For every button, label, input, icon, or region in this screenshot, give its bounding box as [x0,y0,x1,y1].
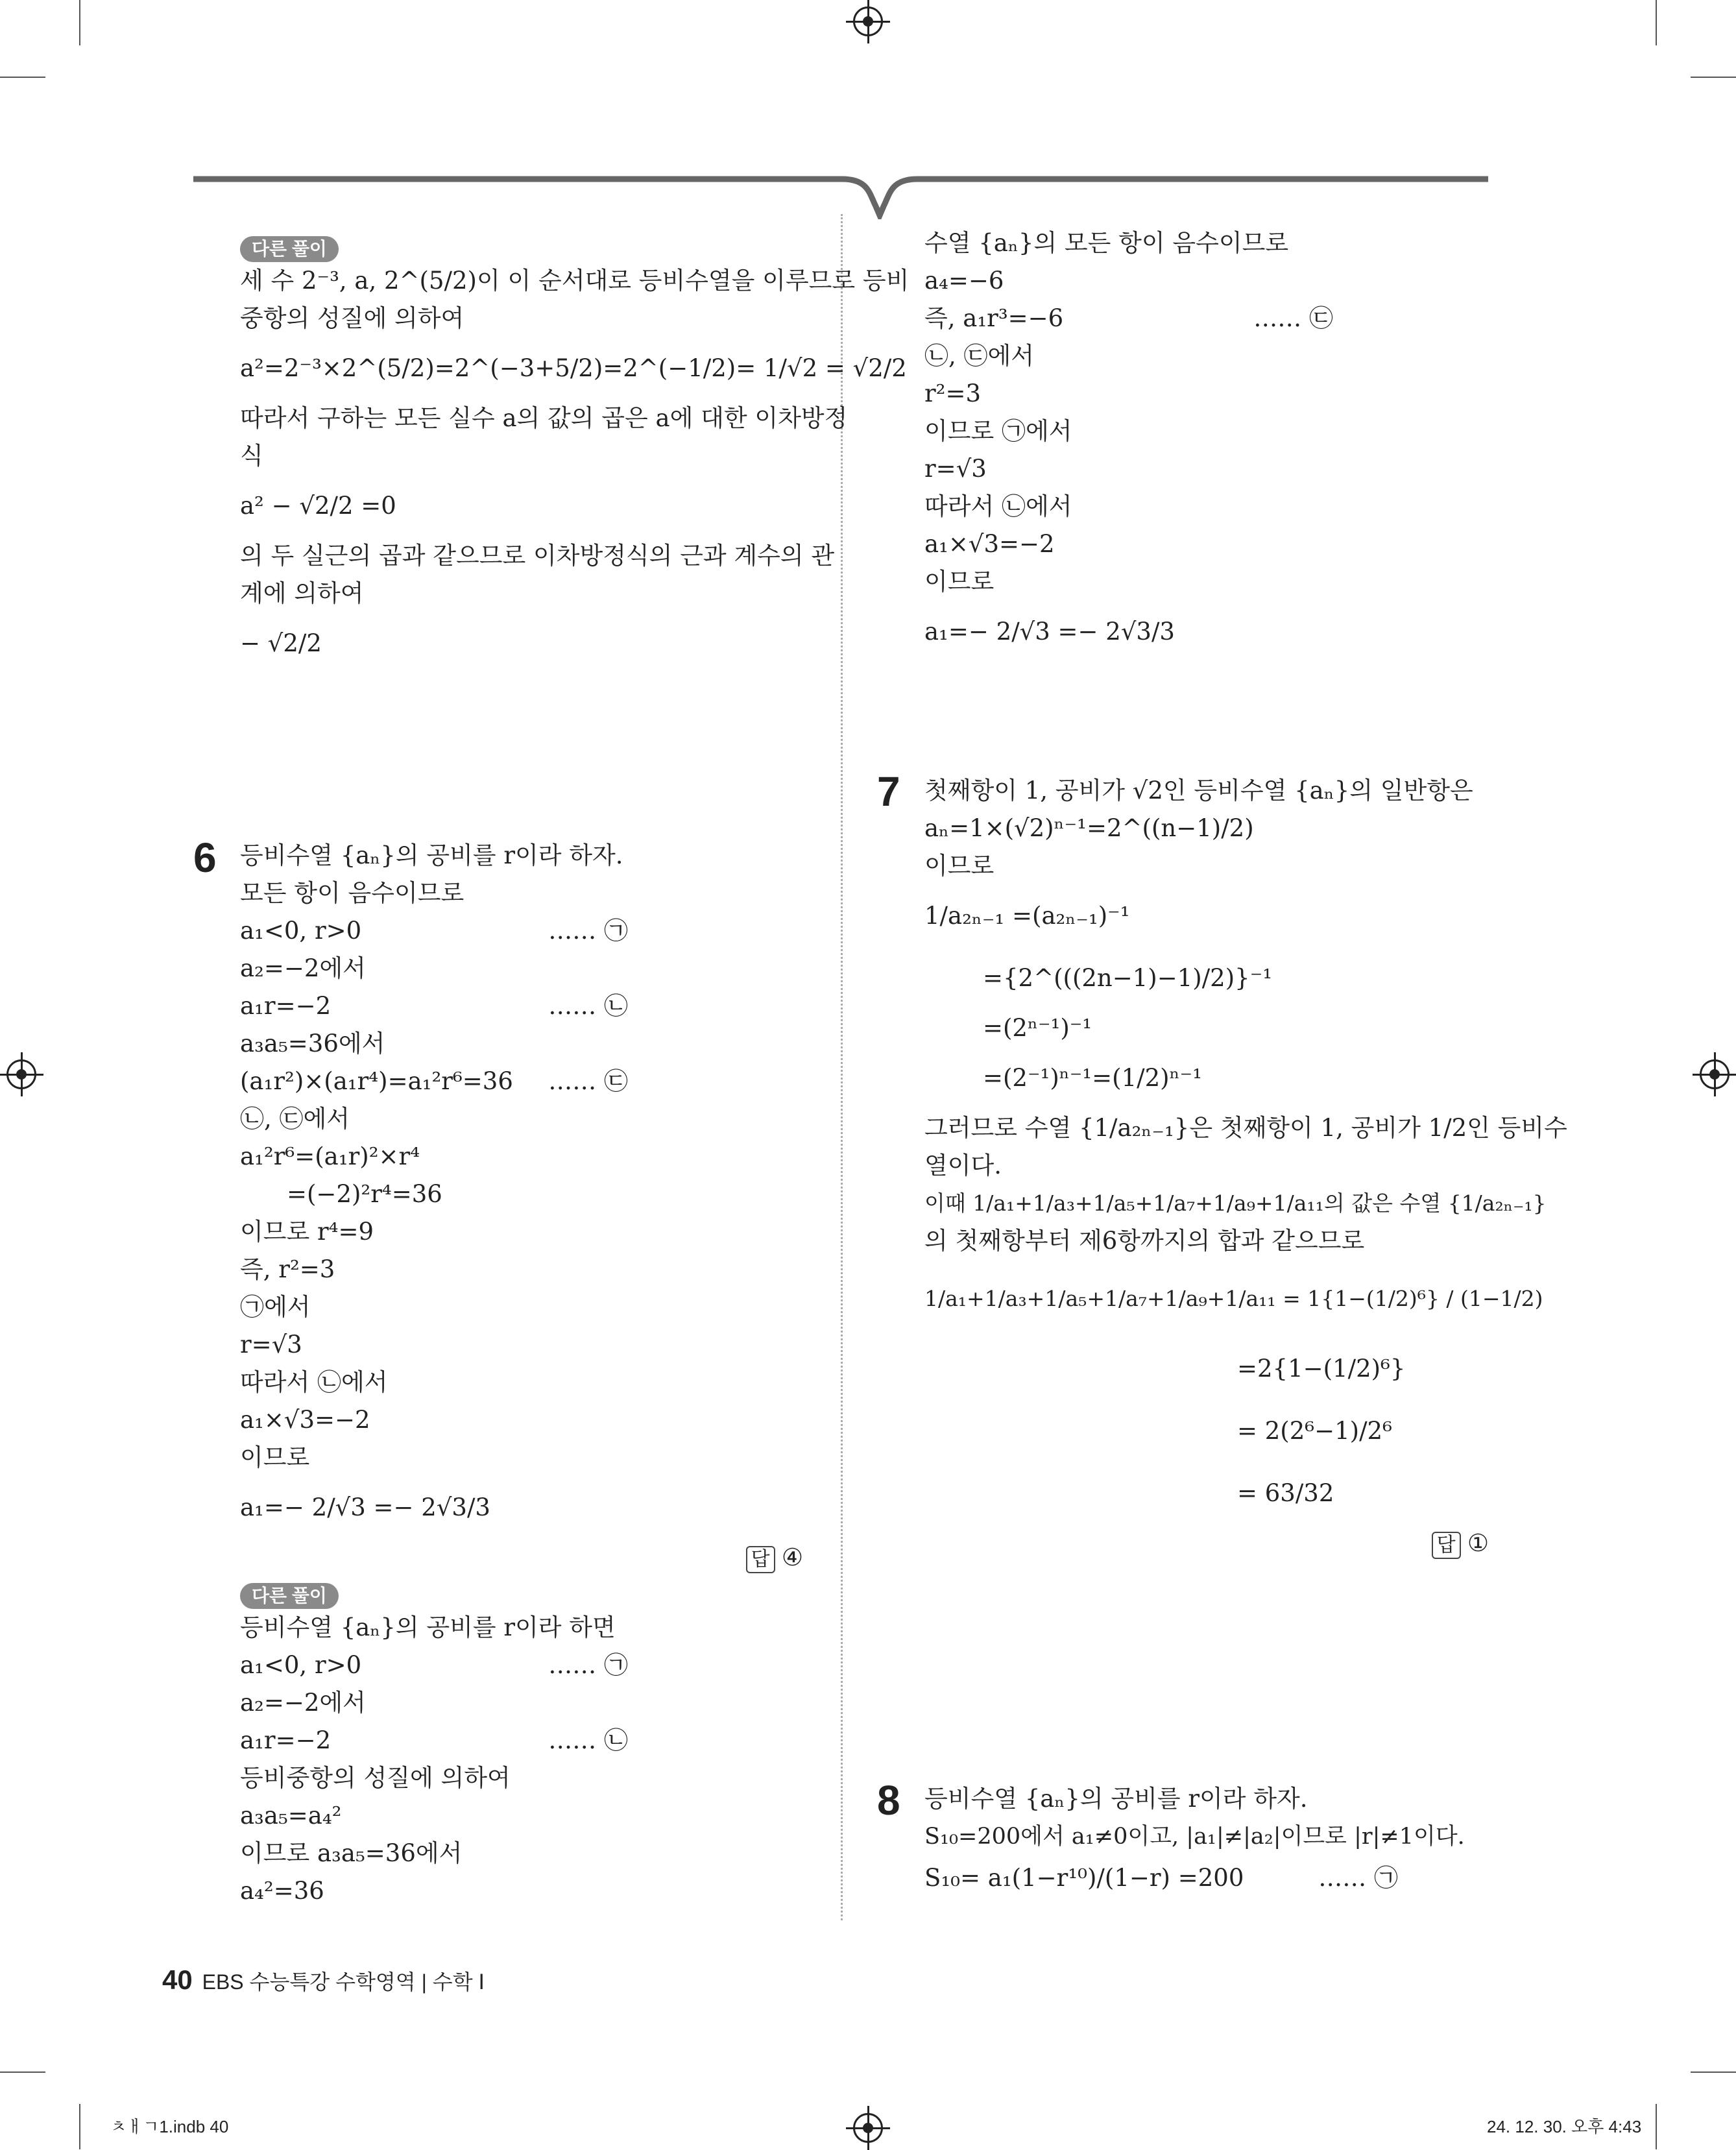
problem-7-solution [924,772,1567,1561]
text-line: 그러므로 수열 {1/a₂ₙ₋₁}은 첫째항이 1, 공비가 1/2인 등비수 [924,1114,1567,1142]
text-line: ㉡, ㉢에서 [240,1105,350,1133]
math-line: =(2ⁿ⁻¹)⁻¹ [983,1014,1092,1042]
text-line: 수열 {aₙ}의 모든 항이 음수이므로 [924,229,1289,257]
math-line [240,1063,803,1100]
math-line: = 63/32 [1237,1479,1334,1507]
text-line: ㉡, ㉢에서 [924,342,1035,370]
text-line: 이므로 r⁴=9 [240,1218,374,1246]
math-line: ={2^(((2n−1)−1)/2)}⁻¹ [983,964,1273,992]
math-line [240,1722,803,1759]
text-line: 모든 항이 음수이므로 [240,879,464,907]
text-line: 따라서 ㉡에서 [924,492,1072,520]
math-line: a₁×√3=−2 [924,530,1055,558]
math-line [240,912,803,950]
text-line: a₂=−2에서 [240,1689,366,1717]
text-line: 이므로 [240,1443,310,1471]
registration-mark-right [1700,1059,1730,1089]
registration-mark-top [853,6,883,36]
math-line: a₄²=36 [240,1877,324,1905]
math-line: =2{1−(1/2)⁶} [1237,1355,1406,1383]
text-line: 등비수열 {aₙ}의 공비를 r이라 하자. [924,1785,1308,1813]
math-text: a₁<0, r>0 [240,1651,362,1679]
crop-mark [1691,77,1736,78]
reference-mark: …… ㉡ [548,992,628,1020]
text-line: 열이다. [924,1152,1002,1179]
text-line: 의 두 실근의 곱과 같으므로 이차방정식의 근과 계수의 관 [240,542,835,570]
math-line [924,1855,1489,1901]
text-line: 이때 1/a₁+1/a₃+1/a₅+1/a₇+1/a₉+1/a₁₁의 값은 수열 {1/a₂ₙ₋₁} [924,1190,1547,1216]
crop-mark [79,2104,80,2149]
math-text: S₁₀= a₁(1−r¹⁰)/(1−r) =200 [924,1864,1244,1892]
text-line: 이므로 ㉠에서 [924,417,1072,445]
math-line: a₁=− 2/√3 =− 2√3/3 [240,1493,490,1521]
text-line: 식 [240,442,263,470]
math-line: 1/a₂ₙ₋₁ =(a₂ₙ₋₁)⁻¹ [924,902,1130,930]
math-line: a²=2⁻³×2^(5/2)=2^(−3+5/2)=2^(−1/2)= 1/√2 = √2/2 [240,354,907,382]
answer-6 [746,1539,803,1576]
problem-6-solution [240,837,803,1910]
text-line: 중항의 성질에 의하여 [240,304,464,332]
column-divider [841,214,843,1920]
text-line: 따라서 구하는 모든 실수 a의 값의 곱은 a에 대한 이차방정 [240,404,848,432]
print-stamp: 24. 12. 30. 오후 4:43 [1487,2117,1642,2136]
problem-number-8: 8 [877,1777,900,1824]
math-text: a₁r=−2 [240,1726,332,1754]
left-column [240,228,910,675]
page-footer [162,1966,485,1996]
crop-mark [1691,2071,1736,2073]
registration-mark-bottom [853,2113,883,2143]
math-line [240,987,803,1025]
text-line: 즉, r²=3 [240,1255,335,1283]
math-line: aₙ=1×(√2)ⁿ⁻¹=2^((n−1)/2) [924,814,1254,842]
text-line: 등비수열 {aₙ}의 공비를 r이라 하자. [240,841,623,869]
text-line: 등비수열 {aₙ}의 공비를 r이라 하면 [240,1613,616,1641]
math-line [240,1647,803,1684]
math-line: a² − √2/2 =0 [240,492,396,520]
header-rule [193,167,1491,219]
text-line: a₂=−2에서 [240,954,366,982]
text-line: 세 수 2⁻³, a, 2^(5/2)이 이 순서대로 등비수열을 이루므로 등비 [240,267,910,295]
alt-solution-badge: 다른 풀이 [240,236,339,262]
text-line: 계에 의하여 [240,579,364,607]
text-line: ㉠에서 [240,1293,311,1321]
crop-mark [1656,2104,1657,2149]
math-line: r=√3 [240,1331,302,1359]
math-line [924,300,1489,337]
reference-mark: …… ㉢ [548,1067,628,1095]
book-title: EBS 수능특강 수학영역 | 수학 Ⅰ [202,1970,485,1994]
text-line: 따라서 ㉡에서 [240,1368,388,1396]
registration-mark-left [6,1059,36,1089]
problem-8-solution [924,1780,1489,1901]
math-text: a₁r=−2 [240,992,332,1020]
math-line: a₃a₅=a₄² [240,1802,342,1830]
crop-mark [0,2071,45,2073]
answer-value: ④ [781,1544,803,1571]
answer-label: 답 [746,1546,775,1573]
right-column [924,224,1489,663]
text-line: 이므로 a₃a₅=36에서 [240,1839,463,1867]
math-line: a₁²r⁶=(a₁r)²×r⁴ [240,1142,420,1170]
crop-mark [79,0,80,45]
math-line: a₄=−6 [924,267,1004,295]
text-line: 이므로 [924,852,995,880]
math-line: a₁×√3=−2 [240,1406,370,1434]
crop-mark [1656,0,1657,45]
answer-label: 답 [1432,1532,1461,1559]
math-line: 1/a₁+1/a₃+1/a₅+1/a₇+1/a₉+1/a₁₁ = 1{1−(1/2)⁶} / (1−1/2) [924,1286,1543,1311]
math-line: r²=3 [924,380,982,407]
math-text: (a₁r²)×(a₁r⁴)=a₁²r⁶=36 [240,1067,513,1095]
reference-mark: …… ㉢ [1253,304,1333,332]
math-line: =(−2)²r⁴=36 [287,1180,442,1208]
math-line: − √2/2 [240,629,322,657]
page-number: 40 [162,1964,193,1995]
text-line: 이므로 [924,568,995,596]
math-line: =(2⁻¹)ⁿ⁻¹=(1/2)ⁿ⁻¹ [983,1064,1202,1092]
reference-mark: …… ㉡ [548,1726,628,1754]
text-line: 의 첫째항부터 제6항까지의 합과 같으므로 [924,1227,1365,1255]
alt-solution-badge: 다른 풀이 [240,1583,339,1609]
reference-mark: …… ㉠ [548,1651,628,1679]
math-text: a₁<0, r>0 [240,917,362,945]
answer-7 [1432,1525,1489,1562]
math-line: r=√3 [924,455,987,483]
math-line: = 2(2⁶−1)/2⁶ [1237,1417,1392,1445]
text-line: a₃a₅=36에서 [240,1030,385,1057]
crop-mark [0,77,45,78]
problem-number-7: 7 [877,768,900,815]
text-line: 첫째항이 1, 공비가 √2인 등비수열 {aₙ}의 일반항은 [924,777,1473,804]
text-line: 등비중항의 성질에 의하여 [240,1764,511,1792]
problem-number-6: 6 [193,834,217,881]
reference-mark: …… ㉠ [1318,1864,1398,1892]
math-text: 즉, a₁r³=−6 [924,304,1064,332]
answer-value: ① [1467,1530,1489,1556]
file-info: ㅊㅐㄱ1.indb 40 [110,2117,229,2136]
reference-mark: …… ㉠ [548,917,628,945]
math-line: a₁=− 2/√3 =− 2√3/3 [924,618,1175,646]
math-line: S₁₀=200에서 a₁≠0이고, |a₁|≠|a₂|이므로 |r|≠1이다. [924,1824,1465,1850]
